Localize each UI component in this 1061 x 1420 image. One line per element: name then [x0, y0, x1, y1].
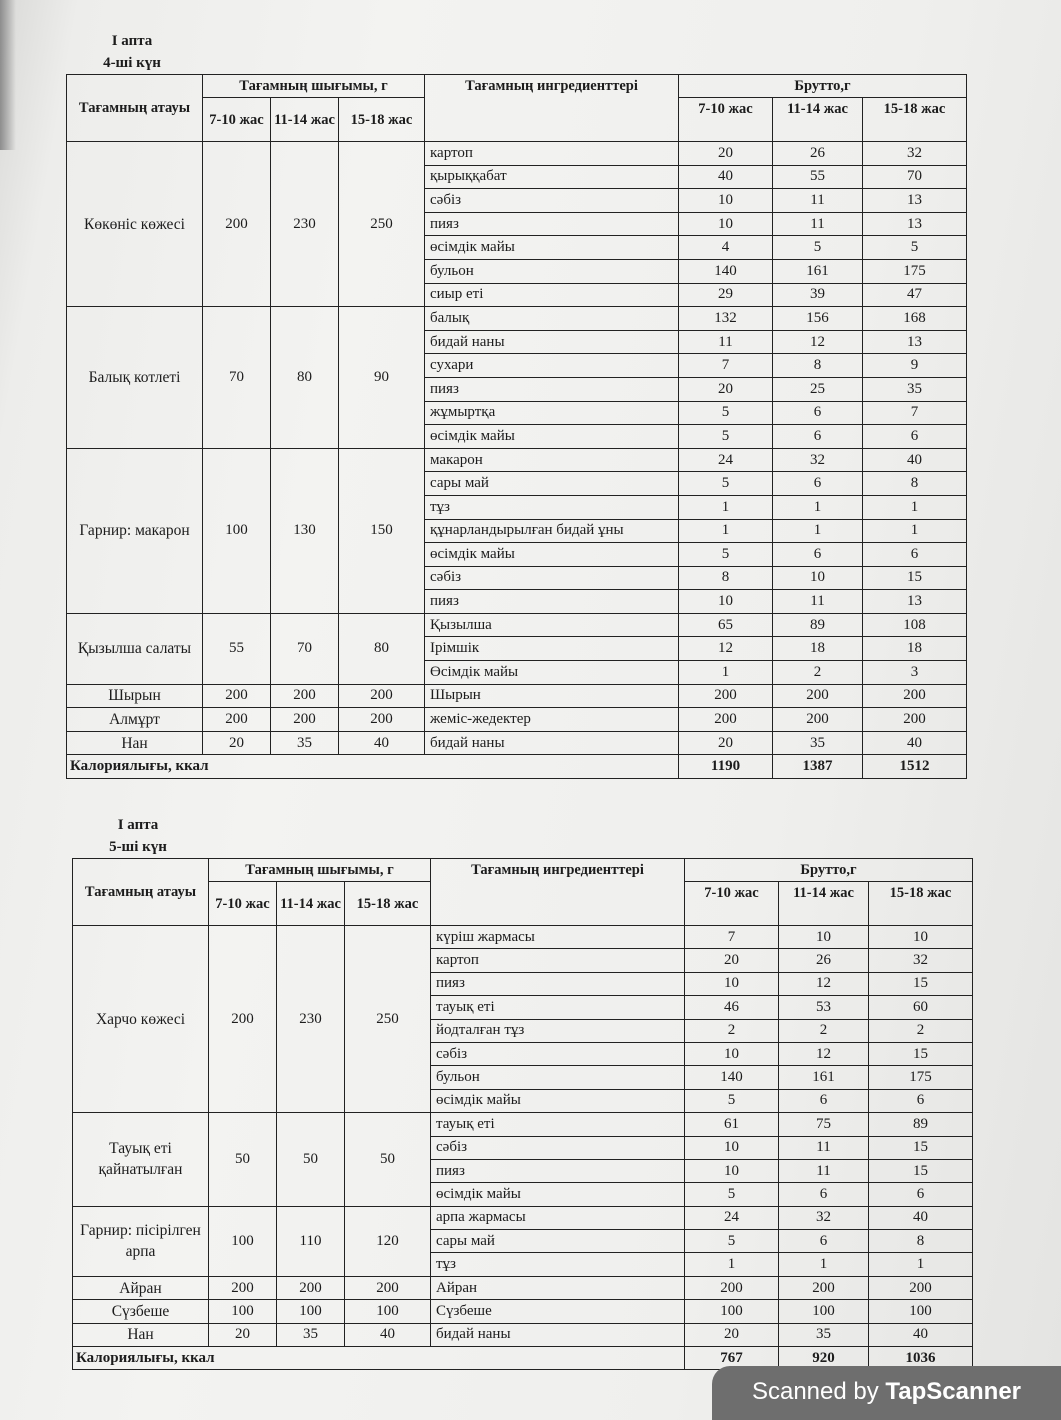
- ingredient-name: күріш жармасы: [431, 926, 685, 949]
- brutto-value: 11: [773, 212, 863, 236]
- brutto-value: 12: [773, 330, 863, 354]
- brutto-value: 20: [679, 142, 773, 166]
- header-output-age1: 7-10 жас: [209, 882, 277, 926]
- ingredient-name: йодталған тұз: [431, 1019, 685, 1042]
- header-output: Тағамның шығымы, г: [203, 75, 425, 98]
- brutto-value: 1: [685, 1253, 779, 1276]
- dish-output: 20: [203, 731, 271, 755]
- header-brutto-age2: 11-14 жас: [779, 882, 869, 926]
- dish-output: 90: [339, 307, 425, 449]
- brutto-value: 6: [773, 472, 863, 496]
- brutto-value: 10: [869, 926, 973, 949]
- header-dish-name: Тағамның атауы: [67, 75, 203, 142]
- brutto-value: 55: [773, 165, 863, 189]
- header-brutto-age3: 15-18 жас: [869, 882, 973, 926]
- dish-output: 200: [203, 142, 271, 307]
- brutto-value: 10: [685, 1136, 779, 1159]
- brutto-value: 7: [679, 354, 773, 378]
- dish-output: 50: [209, 1113, 277, 1207]
- ingredient-name: балық: [425, 307, 679, 331]
- brutto-value: 6: [773, 543, 863, 567]
- brutto-value: 200: [773, 684, 863, 708]
- brutto-value: 2: [779, 1019, 869, 1042]
- brutto-value: 200: [863, 708, 967, 732]
- table-row: [67, 307, 967, 331]
- brutto-value: 108: [863, 613, 967, 637]
- dish-output: 200: [203, 708, 271, 732]
- brutto-value: 10: [679, 212, 773, 236]
- dish-output: 200: [203, 684, 271, 708]
- brutto-value: 65: [679, 613, 773, 637]
- brutto-value: 10: [685, 972, 779, 995]
- brutto-value: 5: [679, 543, 773, 567]
- brutto-value: 26: [773, 142, 863, 166]
- brutto-value: 100: [685, 1300, 779, 1323]
- header-dish-name: Тағамның атауы: [73, 859, 209, 926]
- brutto-value: 15: [863, 566, 967, 590]
- ingredient-name: пияз: [425, 377, 679, 401]
- dish-output: 50: [345, 1113, 431, 1207]
- brutto-value: 168: [863, 307, 967, 331]
- table-row: [73, 1113, 973, 1136]
- brutto-value: 15: [869, 1159, 973, 1182]
- brutto-value: 1: [863, 495, 967, 519]
- brutto-value: 9: [863, 354, 967, 378]
- brutto-value: 5: [679, 425, 773, 449]
- brutto-value: 6: [863, 425, 967, 449]
- header-brutto-age1: 7-10 жас: [685, 882, 779, 926]
- dish-name: Айран: [73, 1276, 209, 1299]
- table-row: [67, 142, 967, 166]
- brutto-value: 6: [869, 1089, 973, 1112]
- header-row: [67, 75, 967, 98]
- calories-total: 1387: [773, 755, 863, 779]
- brutto-value: 12: [779, 972, 869, 995]
- ingredient-name: сәбіз: [431, 1136, 685, 1159]
- dish-output: 250: [345, 926, 431, 1113]
- dish-output: 120: [345, 1206, 431, 1276]
- header-brutto: Брутто,г: [685, 859, 973, 882]
- brutto-value: 53: [779, 996, 869, 1019]
- dish-output: 35: [271, 731, 339, 755]
- brutto-value: 6: [779, 1089, 869, 1112]
- ingredient-name: сары май: [431, 1230, 685, 1253]
- dish-output: 35: [277, 1323, 345, 1346]
- brutto-value: 24: [679, 448, 773, 472]
- page-edge-shadow: [0, 0, 16, 150]
- brutto-value: 1: [679, 661, 773, 685]
- dish-name: Сүзбеше: [73, 1300, 209, 1323]
- dish-name: Шырын: [67, 684, 203, 708]
- brutto-value: 40: [863, 731, 967, 755]
- brutto-value: 13: [863, 330, 967, 354]
- ingredient-name: сары май: [425, 472, 679, 496]
- brutto-value: 13: [863, 189, 967, 213]
- brutto-value: 89: [773, 613, 863, 637]
- brutto-value: 20: [679, 377, 773, 401]
- dish-output: 100: [209, 1206, 277, 1276]
- brutto-value: 161: [773, 259, 863, 283]
- brutto-value: 12: [779, 1042, 869, 1065]
- brutto-value: 32: [779, 1206, 869, 1229]
- dish-output: 130: [271, 448, 339, 613]
- table-row: [67, 684, 967, 708]
- ingredient-name: пияз: [425, 212, 679, 236]
- brutto-value: 8: [863, 472, 967, 496]
- brutto-value: 6: [779, 1230, 869, 1253]
- header-output-age3: 15-18 жас: [339, 98, 425, 142]
- brutto-value: 140: [679, 259, 773, 283]
- brutto-value: 200: [679, 708, 773, 732]
- dish-output: 20: [209, 1323, 277, 1346]
- dish-output: 200: [271, 684, 339, 708]
- brutto-value: 5: [679, 401, 773, 425]
- brutto-value: 29: [679, 283, 773, 307]
- brutto-value: 1: [863, 519, 967, 543]
- dish-output: 100: [203, 448, 271, 613]
- table-row: [67, 613, 967, 637]
- header-output-age3: 15-18 жас: [345, 882, 431, 926]
- brutto-value: 6: [773, 425, 863, 449]
- ingredient-name: Өсімдік майы: [425, 661, 679, 685]
- brutto-value: 10: [679, 590, 773, 614]
- brutto-value: 5: [685, 1230, 779, 1253]
- brutto-value: 20: [679, 731, 773, 755]
- totals-row: [67, 755, 967, 779]
- brutto-value: 13: [863, 590, 967, 614]
- brutto-value: 32: [869, 949, 973, 972]
- brutto-value: 26: [779, 949, 869, 972]
- ingredient-name: Қызылша: [425, 613, 679, 637]
- brutto-value: 200: [679, 684, 773, 708]
- calories-total: 920: [779, 1347, 869, 1370]
- dish-name: Балық котлеті: [67, 307, 203, 449]
- brutto-value: 10: [779, 926, 869, 949]
- ingredient-name: қырыққабат: [425, 165, 679, 189]
- dish-output: 200: [277, 1276, 345, 1299]
- dish-name: Гарнир: макарон: [67, 448, 203, 613]
- dish-output: 100: [209, 1300, 277, 1323]
- brutto-value: 1: [779, 1253, 869, 1276]
- calories-label: Калориялығы, ккал: [73, 1347, 685, 1370]
- dish-name: Харчо көжесі: [73, 926, 209, 1113]
- dish-name: Нан: [67, 731, 203, 755]
- brutto-value: 32: [863, 142, 967, 166]
- brutto-value: 47: [863, 283, 967, 307]
- header-brutto-age3: 15-18 жас: [863, 98, 967, 142]
- brutto-value: 8: [869, 1230, 973, 1253]
- ingredient-name: картоп: [425, 142, 679, 166]
- brutto-value: 40: [869, 1206, 973, 1229]
- brutto-value: 15: [869, 972, 973, 995]
- brutto-value: 1: [773, 519, 863, 543]
- ingredient-name: сухари: [425, 354, 679, 378]
- brutto-value: 7: [863, 401, 967, 425]
- ingredient-name: Айран: [431, 1276, 685, 1299]
- dish-output: 50: [277, 1113, 345, 1207]
- brutto-value: 100: [869, 1300, 973, 1323]
- dish-output: 200: [209, 1276, 277, 1299]
- dish-output: 70: [203, 307, 271, 449]
- dish-name: Қызылша салаты: [67, 613, 203, 684]
- brutto-value: 15: [869, 1042, 973, 1065]
- ingredient-name: Ірімшік: [425, 637, 679, 661]
- ingredient-name: бульон: [425, 259, 679, 283]
- ingredient-name: картоп: [431, 949, 685, 972]
- header-ingredients: Тағамның ингредиенттері: [425, 75, 679, 142]
- ingredient-name: сәбіз: [425, 566, 679, 590]
- ingredient-name: тұз: [425, 495, 679, 519]
- dish-output: 200: [339, 708, 425, 732]
- ingredient-name: тұз: [431, 1253, 685, 1276]
- dish-name: Гарнир: пісірілген арпа: [73, 1206, 209, 1276]
- brutto-value: 6: [773, 401, 863, 425]
- ingredient-name: бидай наны: [425, 731, 679, 755]
- ingredient-name: өсімдік майы: [425, 425, 679, 449]
- brutto-value: 10: [773, 566, 863, 590]
- header-output-age1: 7-10 жас: [203, 98, 271, 142]
- brutto-value: 32: [773, 448, 863, 472]
- brutto-value: 40: [869, 1323, 973, 1346]
- menu-table-day4: [66, 74, 967, 779]
- dish-name: Көкөніс көжесі: [67, 142, 203, 307]
- brutto-value: 100: [779, 1300, 869, 1323]
- brutto-value: 6: [779, 1183, 869, 1206]
- brutto-value: 61: [685, 1113, 779, 1136]
- ingredient-name: Сүзбеше: [431, 1300, 685, 1323]
- dish-name: Алмұрт: [67, 708, 203, 732]
- brutto-value: 10: [685, 1159, 779, 1182]
- dish-output: 110: [277, 1206, 345, 1276]
- brutto-value: 5: [863, 236, 967, 260]
- brutto-value: 11: [679, 330, 773, 354]
- ingredient-name: пияз: [425, 590, 679, 614]
- dish-output: 80: [339, 613, 425, 684]
- dish-output: 70: [271, 613, 339, 684]
- calories-total: 1036: [869, 1347, 973, 1370]
- dish-output: 40: [345, 1323, 431, 1346]
- table-row: [73, 926, 973, 949]
- brutto-value: 1: [679, 495, 773, 519]
- dish-output: 250: [339, 142, 425, 307]
- dish-output: 100: [345, 1300, 431, 1323]
- table-row: [73, 1276, 973, 1299]
- brutto-value: 2: [773, 661, 863, 685]
- watermark-prefix: Scanned by: [751, 1378, 886, 1405]
- brutto-value: 12: [679, 637, 773, 661]
- ingredient-name: бидай наны: [425, 330, 679, 354]
- brutto-value: 24: [685, 1206, 779, 1229]
- ingredient-name: сәбіз: [425, 189, 679, 213]
- table-row: [73, 1300, 973, 1323]
- week-label: I апта: [111, 33, 153, 49]
- table-row: [67, 448, 967, 472]
- menu-table-day5: [72, 858, 973, 1370]
- brutto-value: 46: [685, 996, 779, 1019]
- brutto-value: 1: [869, 1253, 973, 1276]
- brutto-value: 2: [685, 1019, 779, 1042]
- header-brutto-age2: 11-14 жас: [773, 98, 863, 142]
- brutto-value: 200: [685, 1276, 779, 1299]
- brutto-value: 1: [773, 495, 863, 519]
- ingredient-name: өсімдік майы: [425, 236, 679, 260]
- brutto-value: 10: [685, 1042, 779, 1065]
- brutto-value: 5: [685, 1089, 779, 1112]
- brutto-value: 89: [869, 1113, 973, 1136]
- brutto-value: 11: [779, 1136, 869, 1159]
- ingredient-name: құнарландырылған бидай ұны: [425, 519, 679, 543]
- brutto-value: 5: [679, 472, 773, 496]
- ingredient-name: өсімдік майы: [425, 543, 679, 567]
- brutto-value: 70: [863, 165, 967, 189]
- dish-output: 55: [203, 613, 271, 684]
- ingredient-name: тауық еті: [431, 996, 685, 1019]
- brutto-value: 6: [863, 543, 967, 567]
- dish-name: Нан: [73, 1323, 209, 1346]
- brutto-value: 175: [863, 259, 967, 283]
- brutto-value: 4: [679, 236, 773, 260]
- brutto-value: 20: [685, 949, 779, 972]
- calories-label: Калориялығы, ккал: [67, 755, 679, 779]
- brutto-value: 18: [773, 637, 863, 661]
- brutto-value: 60: [869, 996, 973, 1019]
- brutto-value: 2: [869, 1019, 973, 1042]
- dish-output: 200: [345, 1276, 431, 1299]
- ingredient-name: сиыр еті: [425, 283, 679, 307]
- brutto-value: 75: [779, 1113, 869, 1136]
- ingredient-name: бидай наны: [431, 1323, 685, 1346]
- brutto-value: 7: [685, 926, 779, 949]
- brutto-value: 11: [773, 189, 863, 213]
- calories-total: 767: [685, 1347, 779, 1370]
- header-ingredients: Тағамның ингредиенттері: [431, 859, 685, 926]
- brutto-value: 5: [685, 1183, 779, 1206]
- brutto-value: 35: [863, 377, 967, 401]
- day-label: 4-ші күн: [103, 55, 161, 71]
- day-label: 5-ші күн: [109, 839, 167, 855]
- brutto-value: 10: [679, 189, 773, 213]
- ingredient-name: бульон: [431, 1066, 685, 1089]
- brutto-value: 1: [679, 519, 773, 543]
- brutto-value: 40: [679, 165, 773, 189]
- header-output-age2: 11-14 жас: [277, 882, 345, 926]
- table-row: [67, 708, 967, 732]
- table-row: [67, 731, 967, 755]
- header-row: [73, 859, 973, 882]
- brutto-value: 161: [779, 1066, 869, 1089]
- brutto-value: 132: [679, 307, 773, 331]
- table-row: [73, 1206, 973, 1229]
- ingredient-name: пияз: [431, 972, 685, 995]
- ingredient-name: сәбіз: [431, 1042, 685, 1065]
- calories-total: 1512: [863, 755, 967, 779]
- header-output: Тағамның шығымы, г: [209, 859, 431, 882]
- header-output-age2: 11-14 жас: [271, 98, 339, 142]
- brutto-value: 13: [863, 212, 967, 236]
- brutto-value: 200: [773, 708, 863, 732]
- dish-output: 230: [277, 926, 345, 1113]
- brutto-value: 39: [773, 283, 863, 307]
- dish-output: 200: [271, 708, 339, 732]
- table-row: [73, 1323, 973, 1346]
- brutto-value: 5: [773, 236, 863, 260]
- brutto-value: 40: [863, 448, 967, 472]
- brutto-value: 20: [685, 1323, 779, 1346]
- brutto-value: 25: [773, 377, 863, 401]
- brutto-value: 3: [863, 661, 967, 685]
- ingredient-name: жұмыртқа: [425, 401, 679, 425]
- brutto-value: 15: [869, 1136, 973, 1159]
- brutto-value: 35: [773, 731, 863, 755]
- dish-output: 200: [339, 684, 425, 708]
- ingredient-name: арпа жармасы: [431, 1206, 685, 1229]
- ingredient-name: пияз: [431, 1159, 685, 1182]
- brutto-value: 11: [773, 590, 863, 614]
- brutto-value: 200: [779, 1276, 869, 1299]
- week-label: I апта: [117, 817, 159, 833]
- dish-name: Тауық еті қайнатылған: [73, 1113, 209, 1207]
- calories-total: 1190: [679, 755, 773, 779]
- brutto-value: 8: [679, 566, 773, 590]
- ingredient-name: өсімдік майы: [431, 1089, 685, 1112]
- brutto-value: 140: [685, 1066, 779, 1089]
- dish-output: 100: [277, 1300, 345, 1323]
- day5-heading: [98, 814, 178, 858]
- dish-output: 200: [209, 926, 277, 1113]
- header-brutto-age1: 7-10 жас: [679, 98, 773, 142]
- brutto-value: 6: [869, 1183, 973, 1206]
- brutto-value: 18: [863, 637, 967, 661]
- ingredient-name: жеміс-жедектер: [425, 708, 679, 732]
- brutto-value: 8: [773, 354, 863, 378]
- scanner-watermark: [712, 1366, 1061, 1420]
- brutto-value: 11: [779, 1159, 869, 1182]
- dish-output: 150: [339, 448, 425, 613]
- brutto-value: 156: [773, 307, 863, 331]
- brutto-value: 175: [869, 1066, 973, 1089]
- brutto-value: 35: [779, 1323, 869, 1346]
- day4-heading: [92, 30, 172, 74]
- ingredient-name: макарон: [425, 448, 679, 472]
- ingredient-name: өсімдік майы: [431, 1183, 685, 1206]
- dish-output: 80: [271, 307, 339, 449]
- brutto-value: 200: [869, 1276, 973, 1299]
- dish-output: 230: [271, 142, 339, 307]
- dish-output: 40: [339, 731, 425, 755]
- header-brutto: Брутто,г: [679, 75, 967, 98]
- watermark-brand: TapScanner: [885, 1378, 1022, 1405]
- ingredient-name: тауық еті: [431, 1113, 685, 1136]
- brutto-value: 200: [863, 684, 967, 708]
- ingredient-name: Шырын: [425, 684, 679, 708]
